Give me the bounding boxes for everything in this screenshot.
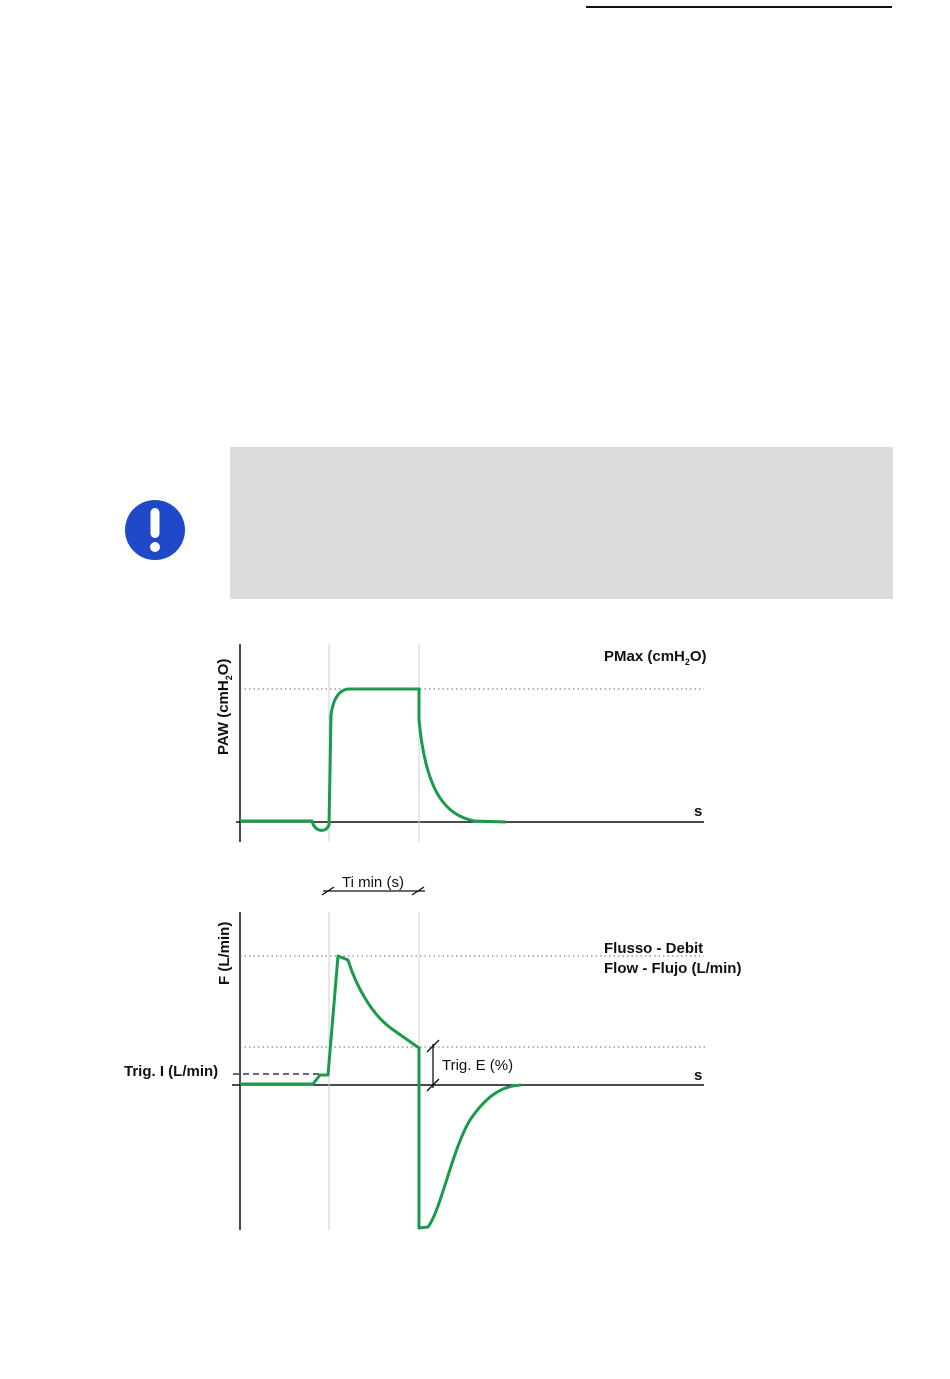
flow-waveform (240, 956, 521, 1228)
pressure-time-axis-label: s (694, 803, 703, 820)
ti-min-label: Ti min (s) (342, 874, 404, 891)
flow-time-axis-label: s (694, 1067, 703, 1084)
trig-e-label: Trig. E (%) (442, 1057, 514, 1074)
flow-label-line1: Flusso - Debit (604, 940, 704, 957)
flow-label-line2: Flow - Flujo (L/min) (604, 960, 742, 977)
pmax-label: PMax (cmH$_2$O) (604, 648, 707, 667)
ti-min-marker (322, 874, 425, 895)
trig-i-label: Trig. I (L/min) (124, 1063, 219, 1080)
pressure-waveform (240, 689, 506, 830)
pressure-y-axis-label: PAW (cmH$_2$O) (215, 658, 234, 755)
flow-y-axis-label: F (L/min) (216, 921, 233, 985)
flow-panel (124, 912, 741, 1230)
pressure-panel (215, 644, 707, 842)
